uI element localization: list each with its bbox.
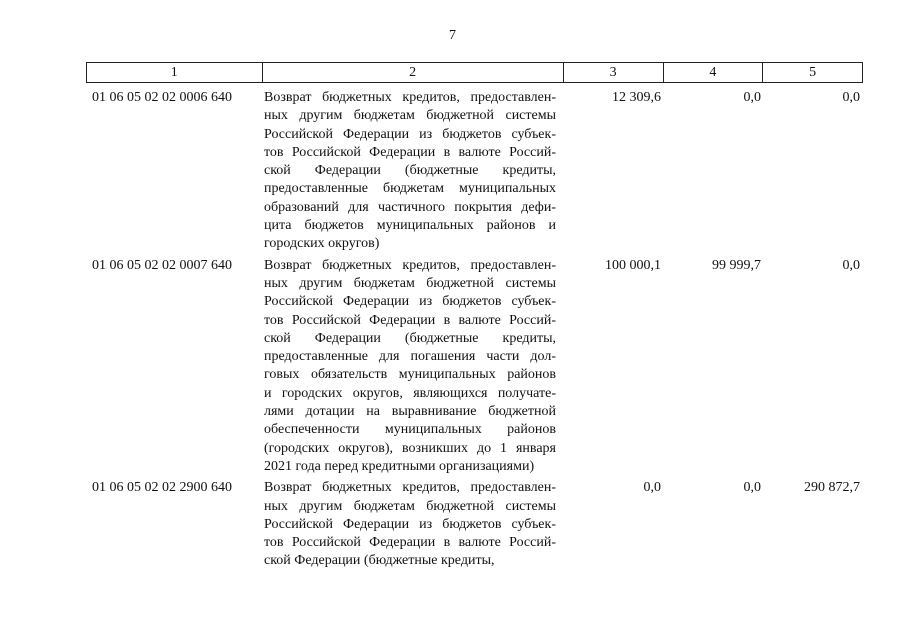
header-col-4: 4 — [664, 63, 764, 82]
value-col-3: 12 309,6 — [612, 90, 661, 105]
description-line: Возврат бюджетных кредитов, предоставлен- — [264, 480, 556, 496]
description-line: ской Федерации (бюджетные кредиты, — [264, 330, 556, 346]
description-line: городских округов) — [264, 236, 380, 252]
budget-code: 01 06 05 02 02 2900 640 — [92, 480, 232, 496]
header-col-5: 5 — [809, 64, 817, 80]
item-description — [262, 89, 564, 254]
description-line: ных другим бюджетам бюджетной системы — [264, 498, 556, 514]
description-line: Возврат бюджетных кредитов, предоставлен- — [264, 90, 556, 105]
value-col-3: 100 000,1 — [605, 257, 661, 273]
description-line: Российской Федерации из бюджетов субъек- — [264, 126, 556, 142]
value-col-3: 0,0 — [643, 480, 661, 496]
description-line: тов Российской Федерации в валюте Россий- — [264, 535, 556, 551]
description-line: (городских округов), возникших до 1 января — [264, 440, 556, 456]
value-col-4: 99 999,7 — [712, 257, 761, 273]
header-col-3: 3 — [564, 63, 664, 82]
description-line: ской Федерации (бюджетные кредиты, — [264, 163, 556, 179]
description-line: ской Федерации (бюджетные кредиты, — [264, 553, 495, 569]
description-line: ных другим бюджетам бюджетной системы — [264, 108, 556, 124]
description-line: предоставленные для погашения части дол- — [264, 349, 556, 365]
value-col-5: 0,0 — [842, 257, 860, 273]
table-row — [86, 89, 863, 254]
page-number: 7 — [449, 28, 456, 43]
description-line: ных другим бюджетам бюджетной системы — [264, 275, 556, 291]
description-line: говых обязательств муниципальных районов — [264, 367, 556, 383]
item-description — [262, 479, 564, 570]
description-line: предоставленные бюджетам муниципальных — [264, 181, 556, 197]
header-col-2: 2 — [263, 63, 564, 82]
value-col-4: 0,0 — [743, 90, 761, 105]
table-header — [86, 62, 863, 83]
description-line: тов Российской Федерации в валюте Россий- — [264, 144, 556, 160]
budget-code: 01 06 05 02 02 0007 640 — [92, 257, 232, 273]
table-row — [86, 257, 863, 477]
description-line: Возврат бюджетных кредитов, предоставлен- — [264, 257, 556, 273]
description-line: лями дотации на выравнивание бюджетной — [264, 404, 556, 420]
description-line: обеспеченности муниципальных районов — [264, 422, 556, 438]
description-line: тов Российской Федерации в валюте Россий- — [264, 312, 556, 328]
item-description — [262, 257, 564, 477]
budget-code: 01 06 05 02 02 0006 640 — [92, 90, 232, 105]
description-line: и городских округов, являющихся получате- — [264, 385, 556, 401]
description-line: образований для частичного покрытия дефи- — [264, 199, 556, 215]
table-body — [86, 89, 863, 574]
value-col-4: 0,0 — [743, 480, 761, 496]
description-line: Российской Федерации из бюджетов субъек- — [264, 516, 556, 532]
header-col-1: 1 — [87, 63, 263, 82]
description-line: 2021 года перед кредитными организациями) — [264, 458, 535, 474]
table-row — [86, 479, 863, 570]
value-col-5: 0,0 — [842, 90, 860, 105]
value-col-5: 290 872,7 — [804, 480, 860, 496]
description-line: Российской Федерации из бюджетов субъек- — [264, 294, 556, 310]
description-line: цита бюджетов муниципальных районов и — [264, 218, 556, 234]
